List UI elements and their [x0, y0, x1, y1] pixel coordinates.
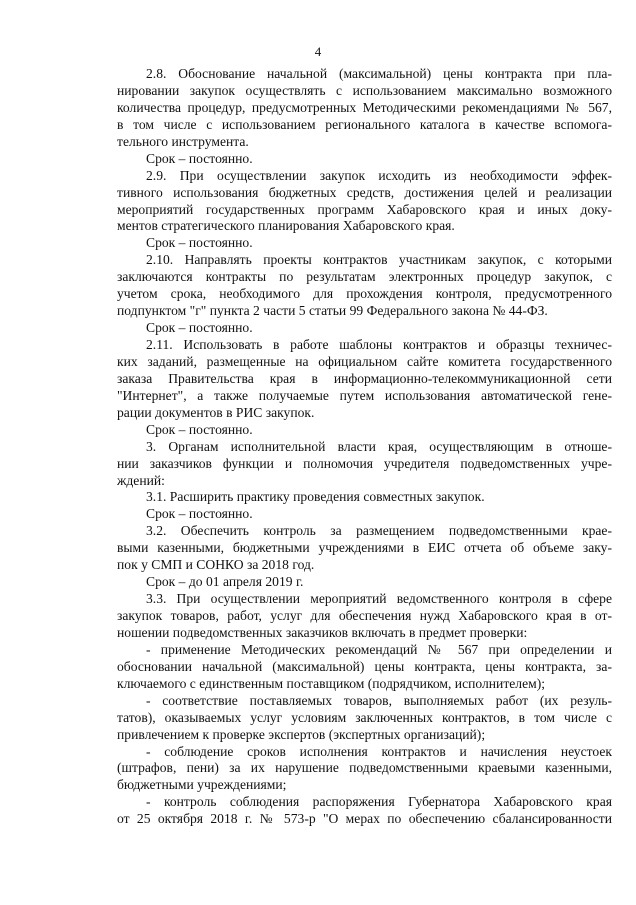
- page-number: 4: [314, 44, 322, 59]
- text-line: 3.3. При осуществлении мероприятий ведомственного контроля в сфере: [146, 591, 612, 607]
- text-line: Срок – постоянно.: [146, 320, 253, 336]
- text-line: в том числе с использованием регионального каталога в качестве вспомога-: [117, 116, 612, 132]
- text-line: 2.9. При осуществлении закупок исходить из необходимости эффек-: [146, 167, 612, 183]
- text-line: - контроль соблюдения распоряжения Губернатора Хабаровского края: [146, 794, 612, 810]
- text-line: Срок – постоянно.: [146, 150, 253, 166]
- text-line: заказа Правительства края в информационно-телекоммуникационной сети: [117, 370, 612, 386]
- text-line: ких заданий, размещенные на официальном сайте комитета государственного: [117, 353, 612, 369]
- text-line: Срок – до 01 апреля 2019 г.: [146, 574, 304, 590]
- text-line: Срок – постоянно.: [146, 421, 253, 437]
- text-line: заключаются контракты по результатам электронных процедур закупок, с: [117, 269, 612, 285]
- text-line: нировании закупок осуществлять с использованием максимально возможного: [117, 82, 612, 98]
- text-line: привлечением к проверке экспертов (экспертных организаций);: [117, 726, 486, 742]
- text-line: закупок товаров, работ, услуг для обеспечения нужд Хабаровского края в от-: [117, 608, 612, 623]
- text-line: подпунктом "г" пункта 2 части 5 статьи 99 Федерального закона № 44-ФЗ.: [117, 303, 548, 319]
- text-line: тивного использования бюджетных средств, достижения целей и реализации: [117, 184, 612, 200]
- text-line: 3.1. Расширить практику проведения совместных закупок.: [146, 489, 485, 505]
- text-line: выми казенными, бюджетными учреждениями в ЕИС отчета об объеме заку-: [117, 540, 612, 556]
- document-body: [117, 66, 612, 828]
- text-line: - соблюдение сроков исполнения контрактов и начисления неустоек: [146, 743, 612, 759]
- text-line: ключаемого с единственным поставщиком (подрядчиком, исполнителем);: [117, 675, 546, 691]
- text-line: от 25 октября 2018 г. № 573-р "О мерах по обеспечению сбалансированности: [117, 811, 612, 827]
- text-line: (штрафов, пени) за их нарушение подведомственными краевыми казенными,: [117, 760, 612, 776]
- text-line: Срок – постоянно.: [146, 506, 253, 522]
- text-line: пок у СМП и СОНКО за 2018 год.: [117, 557, 315, 573]
- text-line: 2.10. Направлять проекты контрактов участникам закупок, с которыми: [146, 252, 612, 268]
- text-line: - соответствие поставляемых товаров, выполняемых работ (их резуль-: [146, 692, 612, 708]
- text-line: нии заказчиков функции и полномочия учредителя подведомственных учре-: [117, 455, 612, 471]
- text-line: 3.2. Обеспечить контроль за размещением подведомственными крае-: [146, 523, 612, 539]
- text-line: ментов стратегического планирования Хабаровского края.: [117, 218, 455, 234]
- text-line: ждений:: [117, 472, 165, 488]
- text-line: 2.8. Обоснование начальной (максимальной) цены контракта при пла-: [146, 66, 612, 81]
- text-line: 3. Органам исполнительной власти края, осуществляющим в отноше-: [146, 438, 612, 454]
- text-line: - применение Методических рекомендаций № 567 при определении и: [146, 641, 612, 657]
- text-line: ношении подведомственных заказчиков включать в предмет проверки:: [117, 624, 528, 640]
- text-line: обосновании начальной (максимальной) цены контракта, цены контракта, за-: [117, 658, 612, 674]
- text-line: бюджетными учреждениями;: [117, 777, 287, 793]
- text-line: количества процедур, предусмотренных Методическими рекомендациями № 567,: [117, 99, 612, 115]
- text-line: Срок – постоянно.: [146, 235, 253, 251]
- text-line: тельного инструмента.: [117, 133, 249, 149]
- text-line: 2.11. Использовать в работе шаблоны контрактов и образцы техничес-: [146, 337, 612, 352]
- text-line: учетом срока, необходимого для прохождения контроля, предусмотренного: [117, 286, 612, 302]
- text-line: рации документов в РИС закупок.: [117, 404, 315, 420]
- text-line: мероприятий государственных программ Хабаровского края и иных доку-: [117, 201, 612, 217]
- text-line: "Интернет", а также получаемые путем использования автоматической гене-: [117, 387, 612, 403]
- text-line: татов), оказываемых услуг условиям заключенных контрактов, в том числе с: [117, 709, 612, 725]
